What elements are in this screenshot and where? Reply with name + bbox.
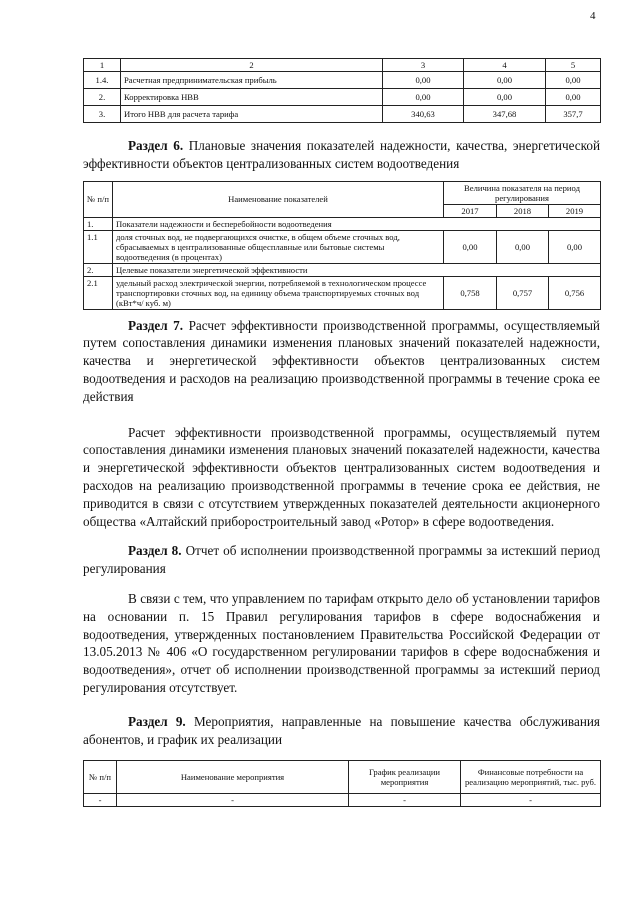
cell: - (84, 794, 117, 807)
cell: Показатели надежности и бесперебойности водоотведения (113, 217, 601, 230)
header-cell: Наименование мероприятия (117, 761, 349, 794)
section-8-paragraph: В связи с тем, что управлением по тарифам открыто дело об установлении тарифов на основании п. 15 Правил регулирования тарифов в сфере водоснабжения и водоотведения, утвержденных постановлением Правительства Российской Федерации от 13.05.2013 № 406 «О государственном регулировании тарифов в сфере водоснабжения и водоотведения», отчет об исполнении производственной программы за истекший период регулирования отсутствует. (83, 590, 600, 695)
cell: - (349, 794, 461, 807)
section-title: Расчет эффективности производственной программы, осуществляемый путем сопоставления динамики изменения плановых значений показателей надежности, качества и энергетической эффективности объектов централизованных систем водоотведения и расходов на реализацию производственной программы в течение срока ее действия (83, 317, 600, 404)
cell: Корректировка НВВ (121, 89, 383, 106)
cell: удельный расход электрической энергии, потребляемой в технологическом процессе транспортировки сточных вод, на единицу объема транспортируемых сточных вод (кВт*ч/ куб. м) (113, 276, 444, 309)
cell: 340,63 (383, 106, 464, 123)
cell: Целевые показатели энергетической эффективности (113, 263, 601, 276)
cell: Расчетная предпринимательская прибыль (121, 72, 383, 89)
cell: 347,68 (464, 106, 546, 123)
cell: 1. (84, 217, 113, 230)
section-7-heading (83, 317, 600, 406)
budget-table (83, 58, 601, 123)
table-row (84, 276, 601, 309)
header-cell: График реализации мероприятия (349, 761, 461, 794)
cell: 0,00 (383, 72, 464, 89)
section-title: Отчет об исполнении производственной программы за истекший период регулирования (83, 543, 601, 577)
cell: 0,00 (444, 230, 497, 263)
cell: 357,7 (546, 106, 601, 123)
cell: 0,756 (549, 276, 601, 309)
header-cell: Финансовые потребности на реализацию мероприятий, тыс. руб. (461, 761, 601, 794)
year-cell: 2019 (549, 204, 601, 217)
section-label: Раздел 8. (128, 543, 182, 559)
section-label: Раздел 6. (128, 138, 184, 153)
cell: Итого НВВ для расчета тарифа (121, 106, 383, 123)
table-header-row (84, 59, 601, 72)
page-number: 4 (590, 10, 596, 22)
header-cell: 5 (546, 59, 601, 72)
header-cell: Величина показателя на период регулирования (444, 181, 601, 204)
indicators-table (83, 181, 601, 310)
section-6-heading (83, 137, 600, 173)
cell: 0,00 (464, 72, 546, 89)
cell: 1.4. (84, 72, 121, 89)
cell: 2. (84, 263, 113, 276)
cell: 0,758 (444, 276, 497, 309)
cell: 3. (84, 106, 121, 123)
section-7-paragraph: Расчет эффективности производственной программы, осуществляемый путем сопоставления динамики изменения плановых значений показателей надежности, качества и энергетической эффективности объектов централизованных систем водоотведения и расходов на реализацию производственной программы в течение срока ее действия, не приводится в связи с отсутствием утвержденных показателей деятельности акционерного общества «Алтайский приборостроительный завод «Ротор» в сфере водоотведения. (83, 424, 600, 529)
table-row (84, 72, 601, 89)
cell: 0,00 (383, 89, 464, 106)
cell: 0,00 (464, 89, 546, 106)
header-cell: № п/п (84, 181, 113, 217)
header-cell: 1 (84, 59, 121, 72)
table-group-row (84, 263, 601, 276)
table-row (84, 794, 601, 807)
cell: - (461, 794, 601, 807)
cell: - (117, 794, 349, 807)
table-row (84, 89, 601, 106)
cell: 0,757 (497, 276, 549, 309)
section-label: Раздел 9. (128, 713, 186, 729)
header-cell: 2 (121, 59, 383, 72)
section-title: Мероприятия, направленные на повышение качества обслуживания абонентов, и график их реализации (83, 713, 601, 747)
cell: 0,00 (546, 89, 601, 106)
year-cell: 2018 (497, 204, 549, 217)
table-group-row (84, 217, 601, 230)
page-body (83, 0, 600, 847)
section-9-heading (83, 713, 600, 749)
year-cell: 2017 (444, 204, 497, 217)
cell: 0,00 (497, 230, 549, 263)
header-cell: 3 (383, 59, 464, 72)
cell: 1.1 (84, 230, 113, 263)
table-row (84, 230, 601, 263)
cell: 0,00 (549, 230, 601, 263)
cell: доля сточных вод, не подвергающихся очистке, в общем объеме сточных вод, сбрасываемых в централизованные общесплавные или бытовые системы водоотведения (в процентах) (113, 230, 444, 263)
section-8-heading (83, 542, 600, 578)
section-label: Раздел 7. (128, 317, 184, 333)
activities-table (83, 760, 601, 807)
header-cell: Наименование показателей (113, 181, 444, 217)
cell: 0,00 (546, 72, 601, 89)
cell: 2.1 (84, 276, 113, 309)
header-cell: 4 (464, 59, 546, 72)
cell: 2. (84, 89, 121, 106)
section-title: Плановые значения показателей надежности, качества, энергетической эффективности объектов централизованных систем водоотведения (83, 138, 600, 171)
header-cell: № п/п (84, 761, 117, 794)
table-row (84, 106, 601, 123)
